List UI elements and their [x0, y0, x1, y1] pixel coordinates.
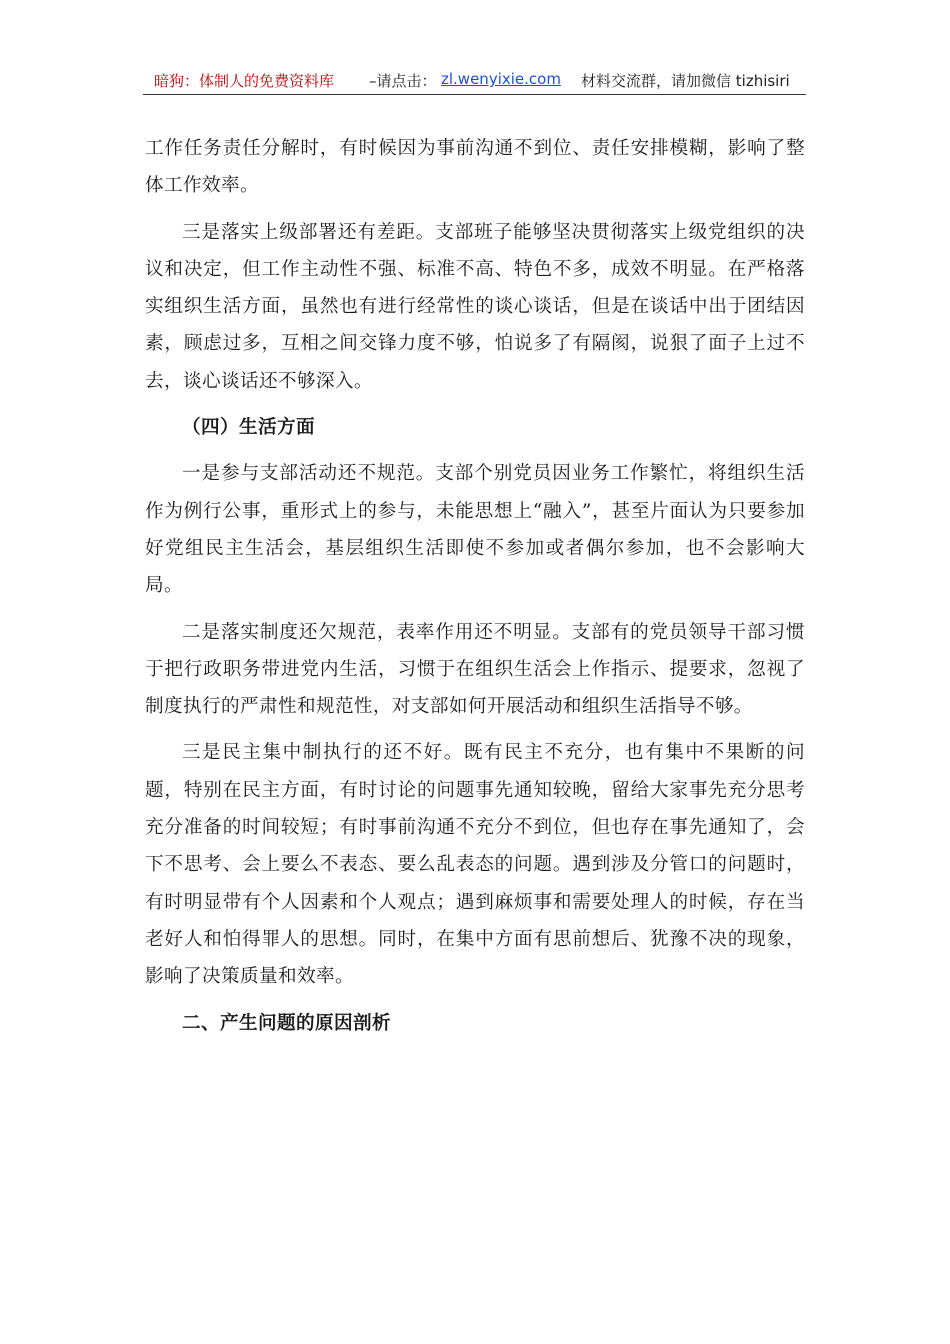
header-group-info: 材料交流群，请加微信 tizhisiri: [581, 72, 790, 90]
section-heading: （四）生活方面: [182, 417, 315, 439]
paragraph: 三是民主集中制执行的还不好。既有民主不充分，也有集中不果断的问题，特别在民主方面，有时讨论的问题事先通知较晚，留给大家事先充分思考充分准备的时间较短；有时事前沟通不充分不到位，但也存在事先通知了，会下不思考、会上要么不表态、要么乱表态的问题。遇到涉及分管口的问题时，有时明显带有个人因素和个人观点；遇到麻烦事和需要处理人的时候，存在当老好人和怕得罪人的思想。同时，在集中方面有思前想后、犹豫不决的现象，影响了决策质量和效率。: [145, 742, 805, 988]
header-click-text: –请点击：: [369, 72, 437, 90]
header-link[interactable]: zl.wenyixie.com: [441, 70, 561, 88]
paragraph: 一是参与支部活动还不规范。支部个别党员因业务工作繁忙，将组织生活作为例行公事，重形式上的参与，未能思想上“融入”，甚至片面认为只要参加好党组民主生活会，基层组织生活即使不参加或者偶尔参加，也不会影响大局。: [145, 463, 805, 597]
paragraph: 工作任务责任分解时，有时候因为事前沟通不到位、责任安排模糊，影响了整体工作效率。: [145, 138, 805, 197]
header-brand: 暗狗：体制人的免费资料库: [154, 72, 335, 90]
document-body: [145, 130, 805, 1042]
paragraph: 二是落实制度还欠规范，表率作用还不明显。支部有的党员领导干部习惯于把行政职务带进党内生活，习惯于在组织生活会上作指示、提要求，忽视了制度执行的严肃性和规范性，对支部如何开展活动和组织生活指导不够。: [145, 621, 805, 718]
section-heading: 二、产生问题的原因剖析: [182, 1012, 391, 1034]
page-header: [143, 66, 806, 95]
paragraph: 三是落实上级部署还有差距。支部班子能够坚决贯彻落实上级党组织的决议和决定，但工作主动性不强、标准不高、特色不多，成效不明显。在严格落实组织生活方面，虽然也有进行经常性的谈心谈话，但是在谈话中出于团结因素，顾虑过多，互相之间交锋力度不够，怕说多了有隔阂，说狠了面子上过不去，谈心谈话还不够深入。: [145, 221, 805, 392]
